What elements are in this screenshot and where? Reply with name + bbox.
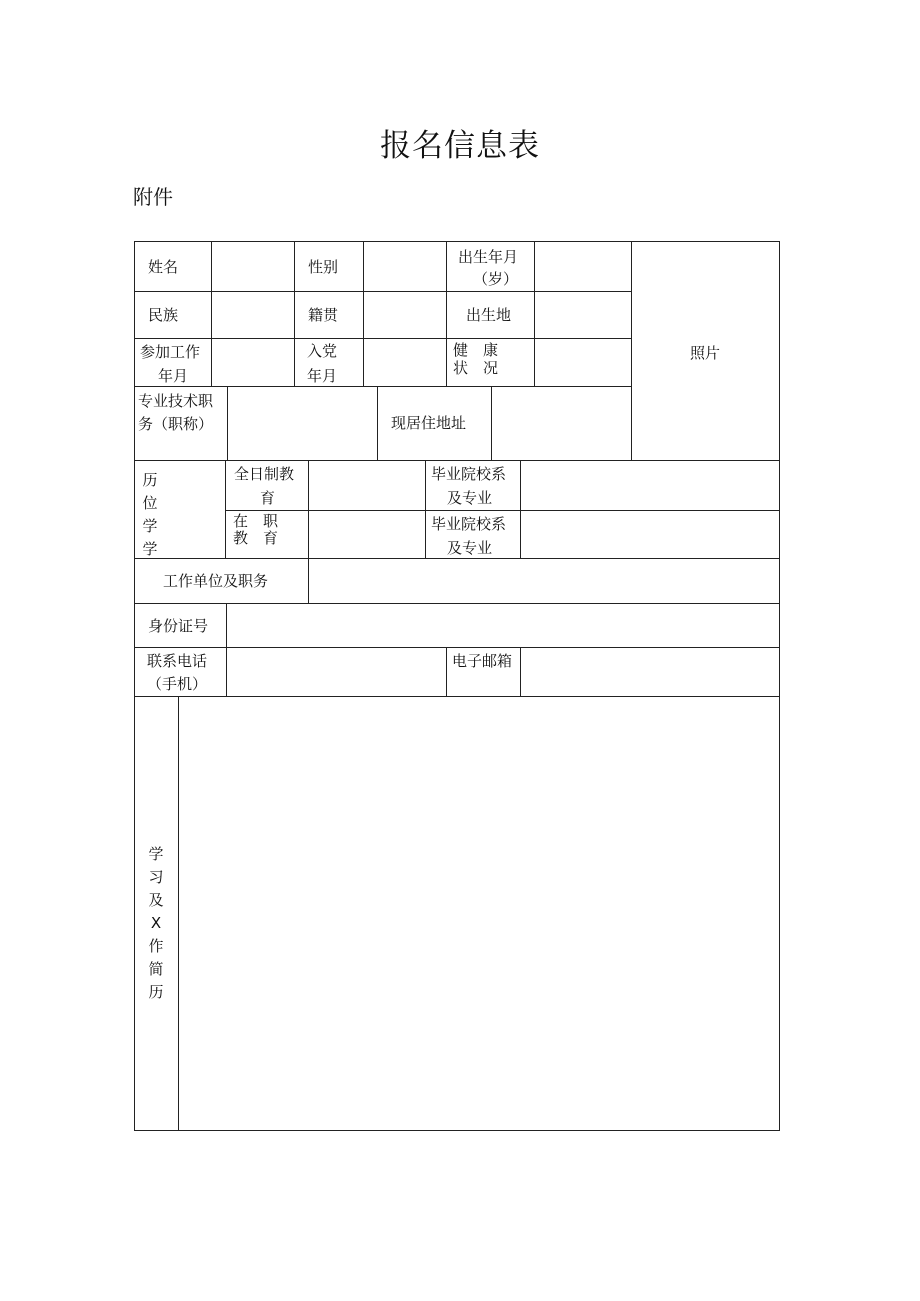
work-start-label-line2: 年月: [158, 367, 189, 385]
id-label-cell: [134, 603, 227, 648]
onjob-value-cell[interactable]: [308, 510, 426, 559]
school2-label-line2: 及专业: [447, 539, 493, 557]
birth-label-cell: [446, 241, 535, 292]
ethnicity-label-cell: [134, 291, 212, 339]
work-start-label-line1: 参加工作: [140, 343, 201, 361]
title-label-cell: [134, 386, 228, 461]
name-label: 姓名: [148, 258, 179, 276]
address-label-cell: [377, 386, 492, 461]
ethnicity-label: 民族: [148, 306, 179, 324]
education-label: 历位学学: [142, 471, 158, 558]
fulltime-label-line1: 全日制教: [234, 465, 295, 483]
school1-label-cell: [425, 460, 521, 511]
work-start-label-cell: [134, 338, 212, 387]
party-value-cell[interactable]: [363, 338, 447, 387]
title-value-cell[interactable]: [227, 386, 378, 461]
birth-value-cell[interactable]: [534, 241, 632, 292]
party-label-line1: 入党: [307, 342, 338, 360]
resume-label: 学习及X作简历: [148, 845, 164, 1001]
fulltime-label-line2: 育: [260, 489, 276, 507]
name-value-cell[interactable]: [211, 241, 295, 292]
onjob-label-cell: [225, 510, 309, 559]
school2-label-line1: 毕业院校系: [431, 515, 507, 533]
address-value-cell[interactable]: [491, 386, 632, 461]
native-place-label: 籍贯: [308, 306, 339, 324]
onjob-label-line1: 在 职: [233, 512, 279, 530]
phone-value-cell[interactable]: [226, 647, 447, 697]
title-label-line1: 专业技术职: [138, 392, 214, 410]
phone-label-line2: （手机）: [147, 675, 208, 693]
email-label: 电子邮箱: [452, 652, 513, 670]
name-label-cell: [134, 241, 212, 292]
school1-label-line1: 毕业院校系: [431, 465, 507, 483]
phone-label-cell: [134, 647, 227, 697]
resume-label-cell: [134, 696, 179, 1131]
birth-label-line1: 出生年月: [458, 248, 519, 266]
native-place-value-cell[interactable]: [363, 291, 447, 339]
birth-label-line2: （岁）: [473, 270, 519, 288]
employer-label-cell: [134, 558, 309, 604]
id-label: 身份证号: [148, 617, 209, 635]
fulltime-value-cell[interactable]: [308, 460, 426, 511]
photo-label: 照片: [690, 344, 721, 362]
employer-value-cell[interactable]: [308, 558, 780, 604]
resume-value-cell[interactable]: [178, 696, 780, 1131]
health-label-line1: 健 康: [453, 341, 499, 359]
email-value-cell[interactable]: [520, 647, 780, 697]
birthplace-value-cell[interactable]: [534, 291, 632, 339]
photo-cell[interactable]: [631, 241, 780, 461]
health-value-cell[interactable]: [534, 338, 632, 387]
gender-value-cell[interactable]: [363, 241, 447, 292]
school2-label-cell: [425, 510, 521, 559]
health-label-cell: [446, 338, 535, 387]
school1-label-line2: 及专业: [447, 489, 493, 507]
email-label-cell: [446, 647, 521, 697]
onjob-label-line2: 教 育: [233, 529, 279, 547]
birthplace-label: 出生地: [466, 306, 512, 324]
phone-label-line1: 联系电话: [147, 652, 208, 670]
party-label-line2: 年月: [307, 367, 338, 385]
id-value-cell[interactable]: [226, 603, 780, 648]
gender-label: 性别: [308, 258, 339, 276]
document-title: 报名信息表: [380, 128, 540, 164]
fulltime-label-cell: [225, 460, 309, 511]
address-label: 现居住地址: [391, 414, 467, 432]
party-label-cell: [294, 338, 364, 387]
native-place-label-cell: [294, 291, 364, 339]
work-start-value-cell[interactable]: [211, 338, 295, 387]
gender-label-cell: [294, 241, 364, 292]
school1-value-cell[interactable]: [520, 460, 780, 511]
title-label-line2: 务（职称）: [138, 415, 214, 433]
attachment-label: 附件: [133, 185, 173, 209]
birthplace-label-cell: [446, 291, 535, 339]
employer-label: 工作单位及职务: [163, 572, 269, 590]
education-label-cell: [134, 460, 226, 559]
school2-value-cell[interactable]: [520, 510, 780, 559]
health-label-line2: 状 况: [453, 359, 499, 377]
ethnicity-value-cell[interactable]: [211, 291, 295, 339]
